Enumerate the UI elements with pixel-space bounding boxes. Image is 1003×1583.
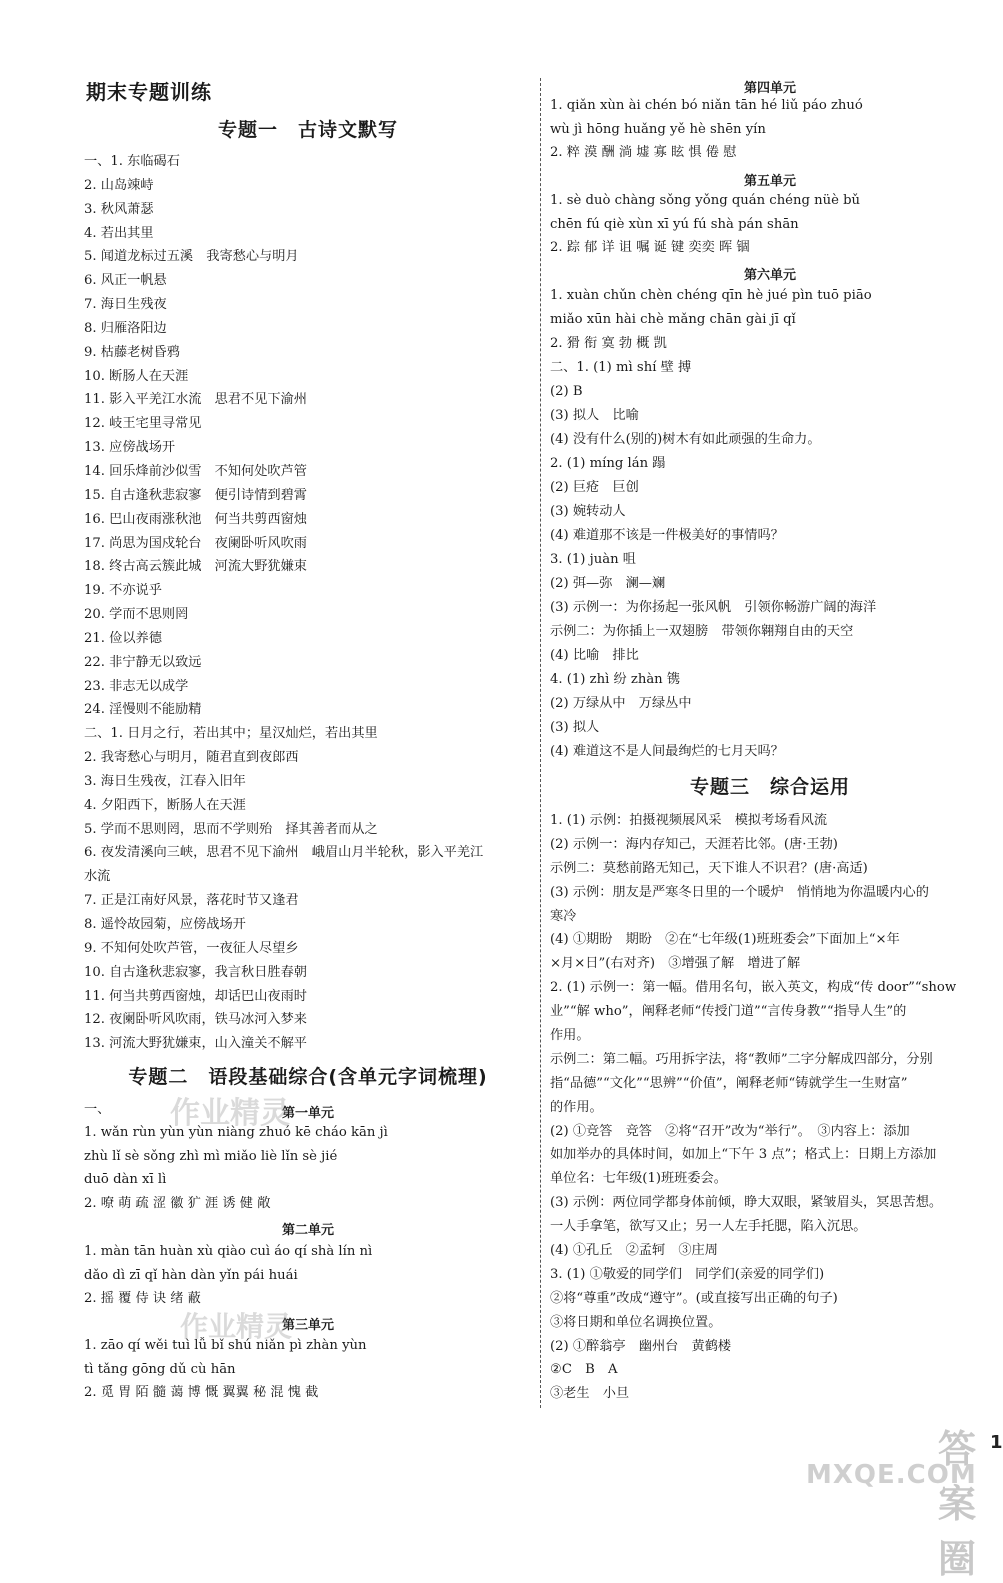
answer-line: 1. xuàn chǔn chèn chéng qīn hè jué pìn tuō piāo bbox=[550, 288, 872, 303]
answer-line: 23. 非志无以成学 bbox=[84, 678, 189, 694]
section-title-2: 专题二 语段基础综合(含单元字词梳理) bbox=[128, 1066, 488, 1088]
page-title: 期末专题训练 bbox=[86, 80, 212, 104]
answer-line: 示例二：为你插上一双翅膀 带领你翱翔自由的天空 bbox=[550, 624, 854, 639]
answer-line: (2) 万绿从中 万绿丛中 bbox=[550, 696, 692, 711]
answer-line: 13. 应傍战场开 bbox=[84, 440, 176, 456]
answer-line: 4. (1) zhì 纷 zhàn 镌 bbox=[550, 672, 681, 687]
answer-line: 21. 俭以养德 bbox=[84, 630, 162, 646]
answer-line: 6. 夜发清溪向三峡，思君不见下渝州 峨眉山月半轮秋，影入平羌江 bbox=[84, 845, 484, 861]
answer-line: 6. 风正一帆悬 bbox=[84, 273, 167, 289]
answer-line: 一、1. 东临碣石 bbox=[84, 154, 180, 169]
answer-line: (4) 比喻 排比 bbox=[550, 648, 639, 663]
answer-line: (4) ①期盼 期盼 ②在“七年级(1)班班委会”下面加上“×年 bbox=[550, 932, 900, 948]
section-2-lead: 一、 bbox=[84, 1102, 111, 1117]
answer-line: (4) 难道那不该是一件极美好的事情吗？ bbox=[550, 528, 784, 543]
answer-line: 24. 淫慢则不能励精 bbox=[84, 702, 202, 718]
answer-line: 15. 自古逢秋悲寂寥 便引诗情到碧霄 bbox=[84, 487, 307, 503]
answer-line: 寒冷 bbox=[550, 908, 577, 924]
answer-line: 4. 若出其里 bbox=[84, 225, 154, 241]
answer-line: (2) ①竞答 竞答 ②将“召开”改为“举行”。 ③内容上：添加 bbox=[550, 1123, 910, 1139]
answer-line: 14. 回乐烽前沙似雪 不知何处吹芦管 bbox=[84, 463, 307, 479]
answer-line: ②C B A bbox=[550, 1362, 618, 1378]
answer-line: ③老生 小旦 bbox=[550, 1386, 630, 1402]
answer-line: 示例二：莫愁前路无知己，天下谁人不识君？(唐·高适) bbox=[550, 860, 868, 876]
answer-line: 17. 尚思为国戍轮台 夜阑卧听风吹雨 bbox=[84, 535, 307, 551]
answer-line: 2. 我寄愁心与明月，随君直到夜郎西 bbox=[84, 750, 299, 766]
answer-line: 12. 夜阑卧听风吹雨，铁马冰河入梦来 bbox=[84, 1012, 307, 1028]
answer-line: 20. 学而不思则罔 bbox=[84, 607, 189, 623]
answer-line: 5. 闻道龙标过五溪 我寄愁心与明月 bbox=[84, 249, 299, 265]
answer-line: 2. 猾 衔 寞 勃 概 凯 bbox=[550, 336, 667, 351]
section-3-answers bbox=[550, 809, 990, 1406]
answer-line: 2. (1) 示例一：第一幅。借用名句，嵌入英文，构成“传 door”“show bbox=[550, 980, 957, 996]
answer-line: 2. 摇 覆 侍 诀 绪 蔽 bbox=[84, 1291, 201, 1306]
unit-6-heading: 第六单元 bbox=[743, 268, 796, 283]
answer-line: (3) 示例：两位同学都身体前倾，睁大双眼，紧皱眉头，冥思苦想。 bbox=[550, 1195, 943, 1211]
answer-line: 的作用。 bbox=[550, 1099, 603, 1115]
answer-line: tì tǎng gōng dǔ cù hān bbox=[84, 1361, 236, 1377]
answer-line: 3. 海日生残夜，江春入旧年 bbox=[84, 773, 246, 789]
answer-line: 一人手拿笔，欲写又止；另一人左手托腮，陷入沉思。 bbox=[550, 1219, 867, 1235]
answer-line: 2. 嘹 萌 疏 涩 徽 犷 涯 诱 健 敞 bbox=[84, 1195, 271, 1211]
answer-line: 2. 踪 郁 详 诅 嘱 诞 键 奕奕 晖 锢 bbox=[550, 240, 750, 255]
answer-line: (3) 拟人 bbox=[550, 720, 600, 735]
answer-line: 1. sè duò chàng sǒng yǒng quán chéng nüè bǔ bbox=[550, 193, 861, 208]
answer-line: (2) ①醉翁亭 幽州台 黄鹤楼 bbox=[550, 1338, 732, 1354]
answer-line: 9. 枯藤老树昏鸦 bbox=[84, 344, 180, 360]
answer-line: 1. wǎn rùn yùn yùn niàng zhuó kē cháo kān jì bbox=[84, 1125, 388, 1140]
answer-line: (3) 示例：朋友是严寒冬日里的一个暖炉 悄悄地为你温暖内心的 bbox=[550, 884, 929, 900]
answer-line: 作用。 bbox=[550, 1028, 590, 1044]
answer-line: 13. 河流大野犹嫌束，山入潼关不解平 bbox=[84, 1036, 307, 1052]
unit-5-heading: 第五单元 bbox=[743, 174, 796, 189]
answer-line: 2. 山岛竦峙 bbox=[84, 177, 154, 193]
answer-line: miǎo xūn hài chè mǎng chān gài jī qǐ bbox=[550, 312, 796, 327]
answer-line: zhù lǐ sè sǒng zhì mì miǎo liè lǐn sè jié bbox=[84, 1148, 338, 1164]
answer-line: ×月×日”(右对齐) ③增强了解 增进了解 bbox=[550, 956, 801, 972]
answer-line: 12. 岐王宅里寻常见 bbox=[84, 416, 202, 432]
section-1-answers bbox=[84, 150, 532, 1056]
answer-line: 1. qiǎn xùn ài chén bó niǎn tān hé liǔ páo zhuó bbox=[550, 98, 863, 113]
answer-line: (2) 弭—弥 澜—斓 bbox=[550, 576, 666, 591]
answer-line: (3) 婉转动人 bbox=[550, 504, 626, 519]
column-divider bbox=[540, 78, 541, 1408]
answer-line: 3. (1) ①敬爱的同学们 同学们(亲爱的同学们) bbox=[550, 1266, 825, 1282]
answer-line: ②将“尊重”改成“遵守”。(或直接写出正确的句子) bbox=[550, 1290, 838, 1306]
answer-line: 10. 自古逢秋悲寂寥，我言秋日胜春朝 bbox=[84, 964, 307, 980]
answer-line: (3) 示例一：为你扬起一张风帆 引领你畅游广阔的海洋 bbox=[550, 600, 877, 615]
unit-2-heading: 第二单元 bbox=[281, 1223, 334, 1238]
answer-line: 10. 断肠人在天涯 bbox=[84, 368, 189, 384]
faint-stamp: 作业精灵 bbox=[180, 1310, 293, 1343]
answer-line: (4) ①孔丘 ②孟轲 ③庄周 bbox=[550, 1243, 718, 1259]
unit-1-answers bbox=[84, 1121, 532, 1215]
answer-line: 4. 夕阳西下，断肠人在天涯 bbox=[84, 797, 246, 813]
answer-line: 7. 海日生残夜 bbox=[84, 297, 167, 313]
answer-line: 如加举办的具体时间，如加上“下午 3 点”；格式上：日期上方添加 bbox=[550, 1147, 937, 1163]
unit-5-answers bbox=[550, 189, 990, 260]
answer-line: 2. 觅 胃 陌 髓 蔼 博 慨 翼翼 秘 混 愧 截 bbox=[84, 1385, 319, 1400]
answer-line: 二、1. (1) mì shí 壁 搏 bbox=[550, 360, 692, 375]
answer-line: 11. 影入平羌江水流 思君不见下渝州 bbox=[84, 392, 307, 408]
unit-1-heading: 第一单元 bbox=[281, 1106, 334, 1121]
answer-line: (4) 难道这不是人间最绚烂的七月天吗？ bbox=[550, 744, 784, 759]
answer-line: 1. zāo qí wěi tuì lǚ bǐ shú niǎn pì zhàn yùn bbox=[84, 1338, 367, 1353]
answer-line: (2) 示例一：海内存知己，天涯若比邻。(唐·王勃) bbox=[550, 836, 838, 852]
answer-line: 16. 巴山夜雨涨秋池 何当共剪西窗烛 bbox=[84, 511, 307, 527]
answer-line: 2. 粹 漠 酬 淌 墟 寡 眩 惧 倦 慰 bbox=[550, 145, 737, 160]
answer-line: (3) 拟人 比喻 bbox=[550, 408, 639, 423]
answer-line: chēn fú qiè xùn xī yú fú shà pán shān bbox=[550, 216, 799, 232]
answer-line: 8. 归雁洛阳边 bbox=[84, 320, 167, 336]
answer-line: duō dàn xī lì bbox=[84, 1172, 167, 1187]
answer-line: 18. 终古高云簇此城 河流大野犹嫌束 bbox=[84, 559, 307, 575]
answer-line: 5. 学而不思则罔，思而不学则殆 择其善者而从之 bbox=[84, 821, 378, 837]
page-number: 1 bbox=[990, 1432, 1003, 1453]
answer-line: 二、1. 日月之行，若出其中；星汉灿烂，若出其里 bbox=[84, 726, 378, 742]
answer-line: 3. (1) juàn 咀 bbox=[550, 552, 636, 567]
unit-3-answers bbox=[84, 1334, 532, 1405]
answer-line: 7. 正是江南好风景，落花时节又逢君 bbox=[84, 893, 299, 909]
answer-line: (4) 没有什么(别的)树木有如此顽强的生命力。 bbox=[550, 432, 821, 447]
section-title-1: 专题一 古诗文默写 bbox=[217, 119, 398, 141]
answer-line: 1. (1) 示例：拍摄视频展风采 模拟考场看风流 bbox=[550, 813, 828, 828]
answer-line: wù jì hōng huǎng yě hè shēn yín bbox=[550, 121, 766, 137]
unit-4-heading: 第四单元 bbox=[743, 81, 796, 96]
unit-6-answers bbox=[550, 284, 990, 764]
answer-line: (2) B bbox=[550, 384, 583, 399]
answer-line: ③将日期和单位名调换位置。 bbox=[550, 1314, 722, 1330]
answer-line: 指“品德”“文化”“思辨”“价值”，阐释老师“铸就学生一生财富” bbox=[550, 1075, 908, 1091]
watermark-url: MXQE.COM bbox=[806, 1460, 977, 1490]
answer-line: 水流 bbox=[84, 869, 111, 885]
answer-line: 8. 遥怜故园菊，应傍战场开 bbox=[84, 917, 246, 932]
answer-line: 2. (1) míng lán 蹋 bbox=[550, 456, 666, 471]
answer-line: 9. 不知何处吹芦管，一夜征人尽望乡 bbox=[84, 940, 299, 956]
answer-line: 19. 不亦说乎 bbox=[84, 583, 162, 599]
watermark-logo: 答案圈 bbox=[938, 1427, 979, 1581]
answer-line: 22. 非宁静无以致远 bbox=[84, 654, 202, 670]
answer-line: 单位名：七年级(1)班班委会。 bbox=[550, 1171, 727, 1187]
answer-line: 业”“解 who”，阐释老师“传授门道”“言传身教”“指导人生”的 bbox=[550, 1004, 907, 1020]
unit-3-heading: 第三单元 bbox=[281, 1318, 334, 1333]
answer-line: 11. 何当共剪西窗烛，却话巴山夜雨时 bbox=[84, 988, 307, 1004]
answer-line: 3. 秋风萧瑟 bbox=[84, 201, 154, 217]
answer-line: dǎo dì zī qǐ hàn dàn yǐn pái huái bbox=[84, 1267, 298, 1283]
answer-line: (2) 巨疮 巨创 bbox=[550, 480, 639, 495]
answer-line: 示例二：第二幅。巧用拆字法，将“教师”二字分解成四部分，分别 bbox=[550, 1051, 933, 1067]
unit-2-answers bbox=[84, 1240, 532, 1311]
section-title-3: 专题三 综合运用 bbox=[689, 776, 850, 798]
faint-stamp: 作业精灵 bbox=[170, 1096, 290, 1131]
answer-line: 1. màn tān huàn xù qiào cuì áo qí shà lín nì bbox=[84, 1244, 373, 1259]
unit-4-answers bbox=[550, 94, 990, 165]
